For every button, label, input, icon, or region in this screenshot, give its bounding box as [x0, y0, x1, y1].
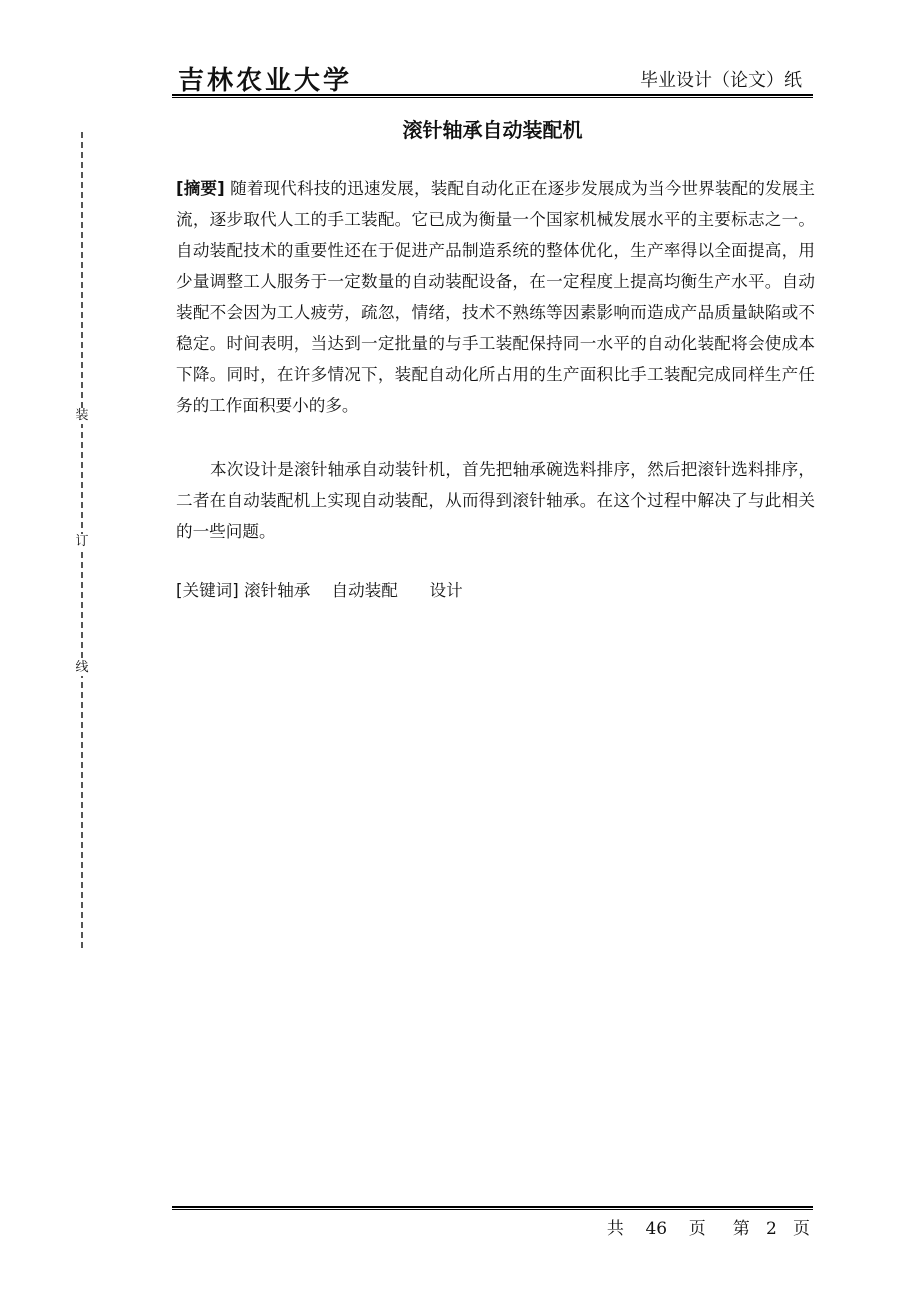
footer-current-prefix: 第	[732, 1219, 750, 1239]
abstract-paragraph-2: 本次设计是滚针轴承自动装针机，首先把轴承碗选料排序，然后把滚针选料排序，二者在自动装配机上实现自动装配，从而得到滚针轴承。在这个过程中解决了与此相关的一些问题。	[176, 460, 815, 541]
header-rule-thin	[172, 97, 813, 98]
abstract-text: 随着现代科技的迅速发展，装配自动化正在逐步发展成为当今世界装配的发展主流，逐步取代人工的手工装配。它已成为衡量一个国家机械发展水平的主要标志之一。自动装配技术的重要性还在于促进产品制造系统的整体优化，生产率得以全面提高，用少量调整工人服务于一定数量的自动装配设备，在一定程度上提高均衡生产水平。自动装配不会因为工人疲劳，疏忽，情绪，技术不熟练等因素影响而造成产品质量缺陷或不稳定。时间表明，当达到一定批量的与手工装配保持同一水平的自动化装配将会使成本下降。同时，在许多情况下，装配自动化所占用的生产面积比手工装配完成同样生产任务的工作面积要小的多。	[176, 179, 816, 415]
keyword-2: 自动装配	[331, 581, 398, 600]
university-name: 吉林农业大学	[178, 66, 353, 96]
binding-char-zhuang: 装	[75, 408, 89, 423]
document-title: 滚针轴承自动装配机	[402, 118, 583, 142]
abstract-paragraph	[176, 173, 815, 421]
keywords-label: [关键词]	[176, 581, 239, 600]
header-rule	[172, 94, 813, 96]
footer-total-pages: 46	[645, 1219, 668, 1239]
page-footer	[607, 1214, 810, 1239]
binding-char-xian: 线	[75, 660, 89, 675]
keyword-3: 设计	[429, 581, 463, 600]
abstract-label: [摘要]	[176, 179, 225, 198]
footer-rule	[172, 1206, 813, 1208]
footer-current-page: 2	[765, 1219, 777, 1239]
footer-rule-thin	[172, 1209, 813, 1210]
footer-total-suffix: 页	[688, 1219, 706, 1239]
footer-total-prefix: 共	[606, 1219, 624, 1239]
binding-char-ding: 订	[75, 534, 89, 549]
footer-current-suffix: 页	[793, 1219, 810, 1239]
keywords-line	[176, 579, 463, 603]
keyword-1: 滚针轴承	[244, 581, 311, 600]
document-type: 毕业设计（论文）纸	[640, 70, 802, 91]
